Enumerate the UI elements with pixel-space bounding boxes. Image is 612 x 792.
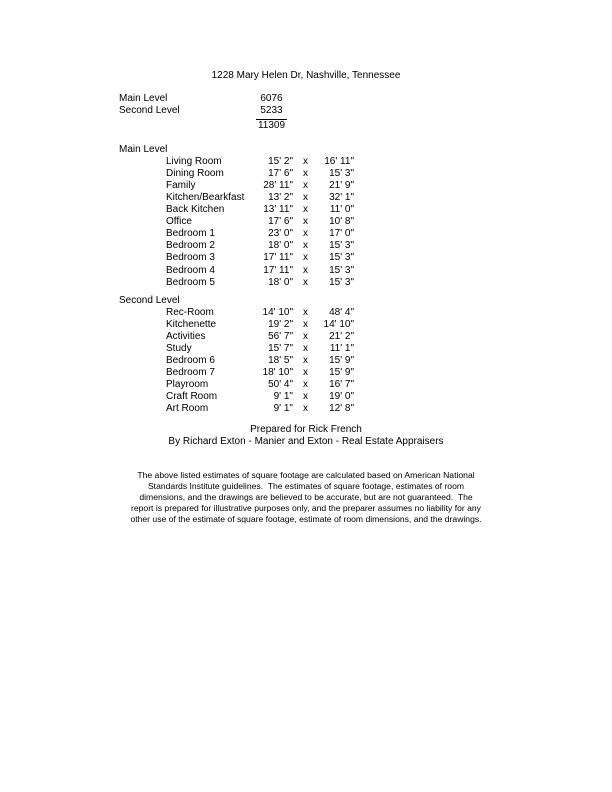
room-row [0,192,612,204]
room-row [0,355,612,367]
room-length: 19' 0" [329,391,354,403]
main-level-room-table [0,156,612,289]
room-length: 15' 3" [329,252,354,264]
room-name: Playroom [166,379,209,391]
dimension-separator: x [303,367,308,379]
room-length: 16' 11" [324,155,354,167]
room-row [0,343,612,355]
room-row [0,228,612,240]
summary-row [0,105,612,117]
summary-total-row [0,120,612,132]
room-length: 14' 10" [323,318,354,330]
room-length: 21' 9" [329,179,354,191]
room-name: Kitchenette [166,318,217,330]
summary-value: 6076 [260,92,283,104]
room-width: 9' 1" [273,391,293,403]
dimension-separator: x [303,191,308,203]
disclaimer [0,470,612,525]
room-width: 9' 1" [273,403,293,415]
room-row [0,331,612,343]
room-name: Study [166,342,192,354]
room-name: Office [166,216,192,228]
dimension-separator: x [303,379,308,391]
room-name: Bedroom 7 [166,367,215,379]
room-name: Bedroom 5 [166,276,215,288]
dimension-separator: x [303,240,308,252]
room-width: 17' 6" [268,216,293,228]
room-name: Bedroom 3 [166,252,215,264]
dimension-separator: x [303,179,308,191]
room-width: 17' 6" [268,167,293,179]
room-row [0,403,612,415]
room-row [0,379,612,391]
room-width: 14' 10" [262,306,293,318]
second-level-room-table [0,307,612,416]
summary-label: Second Level [119,104,180,116]
room-width: 23' 0" [268,228,293,240]
page-title: 1228 Mary Helen Dr, Nashville, Tennessee [211,70,401,81]
room-row [0,204,612,216]
room-length: 16' 7" [329,379,354,391]
dimension-separator: x [303,403,308,415]
room-name: Back Kitchen [166,204,225,216]
room-row [0,265,612,277]
dimension-separator: x [303,155,308,167]
room-length: 15' 9" [329,355,354,367]
footer-prepared-by: By Richard Exton - Manier and Exton - Real Estate Appraisers [168,436,444,448]
summary-row [0,93,612,105]
footer-credits [0,424,612,448]
room-name: Dining Room [166,167,224,179]
disclaimer-line: report is prepared for illustrative purposes only, and the preparer assumes no liability for any [131,502,481,513]
dimension-separator: x [303,216,308,228]
room-row [0,180,612,192]
room-row [0,216,612,228]
room-row [0,252,612,264]
summary-total-value: 11309 [257,119,286,131]
room-width: 17' 11" [263,264,293,276]
room-width: 13' 11" [263,204,293,216]
room-row [0,367,612,379]
room-width: 18' 10" [262,367,293,379]
room-name: Kitchen/Bearkfast [166,191,245,203]
room-row [0,319,612,331]
footer-prepared-for: Prepared for Rick French [250,424,362,436]
dimension-separator: x [303,276,308,288]
room-width: 19' 2" [268,318,293,330]
room-row [0,156,612,168]
room-width: 18' 0" [268,240,293,252]
summary-value: 5233 [260,104,283,116]
dimension-separator: x [303,355,308,367]
room-length: 32' 1" [329,191,354,203]
dimension-separator: x [303,318,308,330]
dimension-separator: x [303,167,308,179]
room-width: 50' 4" [268,379,293,391]
room-width: 13' 2" [268,191,293,203]
room-row [0,277,612,289]
room-width: 18' 5" [268,355,293,367]
room-length: 15' 9" [329,367,354,379]
room-length: 15' 3" [329,167,354,179]
room-width: 15' 2" [268,155,293,167]
dimension-separator: x [303,342,308,354]
disclaimer-line: other use of the estimate of square footage, estimate of room dimensions, and the drawings. [130,513,482,524]
room-row [0,168,612,180]
room-length: 12' 8" [329,403,354,415]
dimension-separator: x [303,228,308,240]
room-name: Activities [166,330,206,342]
room-row [0,240,612,252]
room-name: Bedroom 1 [166,228,215,240]
room-name: Living Room [166,155,222,167]
room-length: 15' 3" [329,240,354,252]
room-width: 28' 11" [263,179,293,191]
room-length: 17' 0" [329,228,354,240]
disclaimer-line: The above listed estimates of square footage are calculated based on American National [137,469,475,480]
room-width: 56' 7" [268,330,293,342]
room-row [0,391,612,403]
disclaimer-line: Standards Institute guidelines. The estimates of square footage, estimates of room [147,480,465,491]
room-name: Bedroom 6 [166,355,215,367]
room-length: 10' 8" [329,216,354,228]
room-length: 15' 3" [329,276,354,288]
disclaimer-line: dimensions, and the drawings are believed to be accurate, but are not guaranteed. The [139,491,473,502]
room-row [0,307,612,319]
dimension-separator: x [303,252,308,264]
room-name: Craft Room [166,391,218,403]
room-length: 11' 0" [329,204,354,216]
room-width: 18' 0" [268,276,293,288]
room-name: Bedroom 4 [166,264,215,276]
room-length: 11' 1" [329,342,354,354]
room-name: Rec-Room [166,306,214,318]
room-name: Bedroom 2 [166,240,215,252]
dimension-separator: x [303,204,308,216]
dimension-separator: x [303,391,308,403]
room-length: 15' 3" [329,264,354,276]
room-name: Art Room [166,403,209,415]
dimension-separator: x [303,264,308,276]
room-width: 15' 7" [268,342,293,354]
section-heading-main-level: Main Level [119,144,168,156]
summary-label: Main Level [119,92,168,104]
dimension-separator: x [303,330,308,342]
room-name: Family [166,179,196,191]
dimension-separator: x [303,306,308,318]
room-width: 17' 11" [263,252,293,264]
room-length: 21' 2" [329,330,354,342]
section-heading-second-level: Second Level [119,294,180,306]
room-length: 48' 4" [329,306,354,318]
